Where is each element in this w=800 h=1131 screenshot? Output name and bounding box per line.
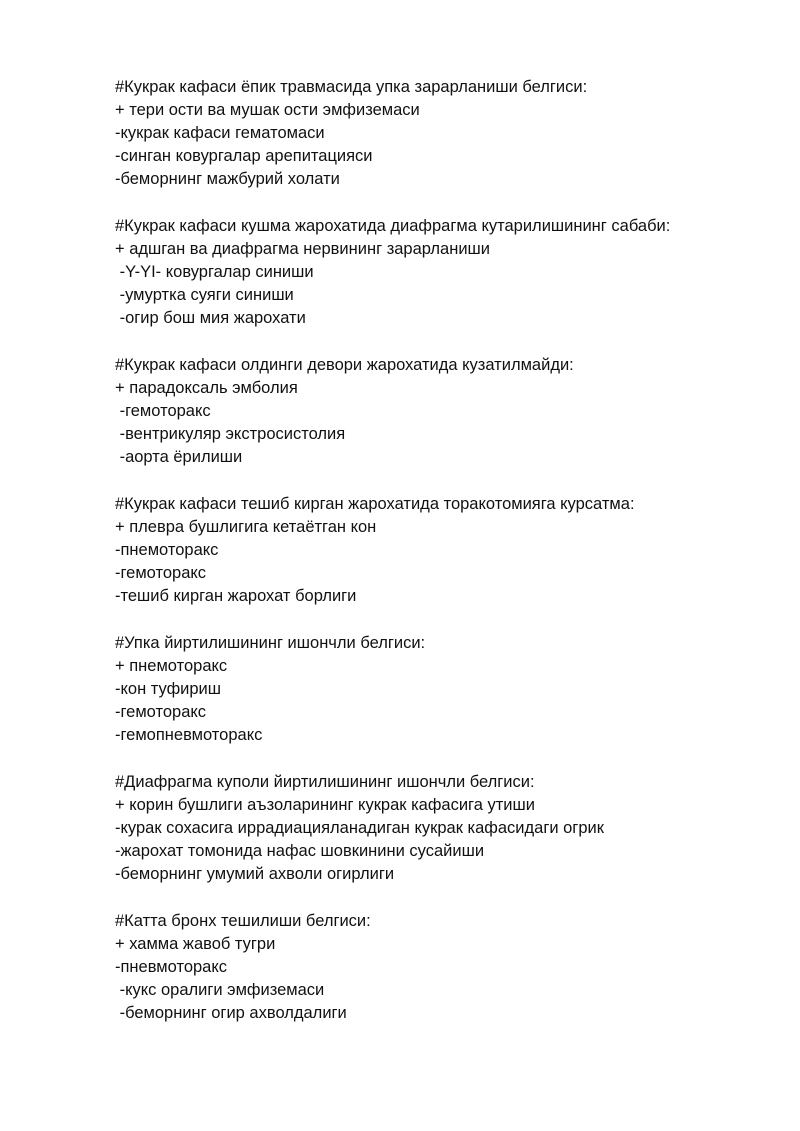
answer-option: -аорта ёрилиши [115, 448, 243, 466]
answer-option: -курак сохасига иррадиацияланадиган кукрак кафасидаги огрик [115, 819, 604, 837]
question-block-1 [115, 76, 775, 191]
question-prompt: #Кукрак кафаси кушма жарохатида диафрагма кутарилишининг сабаби: [115, 217, 671, 235]
question-block-7 [115, 910, 775, 1025]
answer-option: + пнемоторакс [115, 657, 228, 675]
answer-option: -гемоторакс [115, 402, 211, 420]
answer-option: + тери ости ва мушак ости эмфиземаси [115, 101, 420, 119]
answer-option: -кон туфириш [115, 680, 222, 698]
answer-option: -кукрак кафаси гематомаси [115, 124, 325, 142]
answer-option: -жарохат томонида нафас шовкинини сусайиши [115, 842, 485, 860]
answer-option: -гемоторакс [115, 564, 207, 582]
question-list [115, 76, 775, 1049]
answer-option: -гемопневмоторакс [115, 726, 263, 744]
answer-option: -беморнинг мажбурий холати [115, 170, 340, 188]
question-block-4 [115, 493, 775, 608]
question-block-3 [115, 354, 775, 469]
answer-option: -синган ковургалар арепитацияси [115, 147, 373, 165]
answer-option: -огир бош мия жарохати [115, 309, 306, 327]
answer-option: -вентрикуляр экстросистолия [115, 425, 346, 443]
answer-option: -пневмоторакс [115, 958, 228, 976]
answer-option: -гемоторакс [115, 703, 207, 721]
answer-option: -пнемоторакс [115, 541, 219, 559]
question-prompt: #Кукрак кафаси олдинги девори жарохатида кузатилмайди: [115, 356, 574, 374]
answer-option: -беморнинг умумий ахволи огирлиги [115, 865, 395, 883]
question-prompt: #Катта бронх тешилиши белгиси: [115, 912, 371, 930]
question-block-5 [115, 632, 775, 747]
answer-option: -беморнинг огир ахволдалиги [115, 1004, 347, 1022]
question-block-6 [115, 771, 775, 886]
answer-option: + корин бушлиги аъзоларининг кукрак кафасига утиши [115, 796, 535, 814]
answer-option: -Y-YI- ковургалар синиши [115, 263, 314, 281]
answer-option: -кукс оралиги эмфиземаси [115, 981, 325, 999]
question-prompt: #Упка йиртилишининг ишончли белгиси: [115, 634, 426, 652]
answer-option: + плевра бушлигига кетаётган кон [115, 518, 377, 536]
answer-option: -тешиб кирган жарохат борлиги [115, 587, 357, 605]
question-prompt: #Кукрак кафаси ёпик травмасида упка зарарланиши белгиси: [115, 78, 588, 96]
answer-option: + парадоксаль эмболия [115, 379, 298, 397]
answer-option: + адшган ва диафрагма нервининг зарарланиши [115, 240, 490, 258]
answer-option: + хамма жавоб тугри [115, 935, 276, 953]
question-prompt: #Кукрак кафаси тешиб кирган жарохатида торакотомияга курсатма: [115, 495, 635, 513]
question-block-2 [115, 215, 775, 330]
answer-option: -умуртка суяги синиши [115, 286, 294, 304]
question-prompt: #Диафрагма куполи йиртилишининг ишончли белгиси: [115, 773, 535, 791]
